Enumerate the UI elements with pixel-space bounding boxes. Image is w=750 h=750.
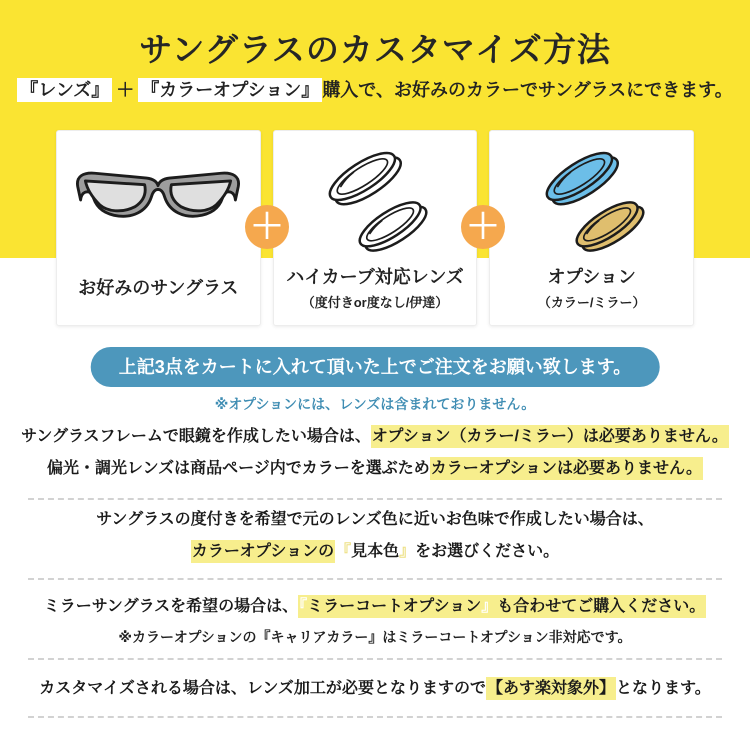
sunglasses-icon [72,163,244,237]
step-card-option [489,130,694,326]
subtitle-rest: 購入で、お好みのカラーでサングラスにできます。 [322,80,733,100]
highlighted-text: 【あす楽対象外】 [486,677,616,700]
dashed-divider [28,658,722,660]
dashed-divider [28,498,722,500]
subtitle-color-option-term: 『カラーオプション』 [138,78,322,102]
clear-lenses-icon [312,137,438,263]
highlighted-text: 『ミラーコートオプション』も合わせてご購入ください。 [298,595,706,618]
carrier-color-note: ※カラーオプションの『キャリアカラー』はミラーコートオプション非対応です。 [118,629,632,645]
text-line: カラーオプションの『見本色』をお選びください。 [0,536,750,568]
subtitle [0,76,750,102]
step-label-sunglasses: お好みのサングラス [78,278,239,298]
color-lenses-icon [529,137,655,263]
note-section-mirror-coat [0,591,750,651]
highlighted-text: カラーオプションは必要ありません。 [430,457,703,480]
text-line: サングラスの度付きを希望で元のレンズ色に近いお色味で作成したい場合は、 [96,511,654,528]
subtitle-lens-term: 『レンズ』 [17,78,112,102]
plus-icon: ＋ [245,205,289,249]
plus-icon: ＋ [461,205,505,249]
text-line: 偏光・調光レンズは商品ページ内でカラーを選ぶためカラーオプションは必要ありません。 [0,453,750,485]
text-line: ミラーサングラスを希望の場合は、『ミラーコートオプション』も合わせてご購入ください。 [0,591,750,623]
step-sub-option: （カラー/ミラー） [537,295,646,310]
subtitle-plus-sign: ＋ [116,80,135,100]
steps-row [56,130,694,326]
step-label-option: オプション [547,267,636,287]
note-section-shipping [0,673,750,705]
step-label-lenses: ハイカーブ対応レンズ [286,267,464,287]
dashed-divider [28,578,722,580]
note-section-sample-color [0,504,750,568]
dashed-divider [28,716,722,718]
step-sub-lenses: （度付きor度なし/伊達） [301,295,449,310]
sample-color-term: 『見本色』 [335,540,415,563]
step-card-sunglasses [56,130,261,326]
highlighted-text: カラーオプションの [191,540,335,563]
note-section-frame-only [0,421,750,485]
option-note: ※オプションには、レンズは含まれておりません。 [214,396,536,412]
text-line: カスタマイズされる場合は、レンズ加工が必要となりますので【あす楽対象外】となります。 [0,673,750,705]
highlighted-text: オプション（カラー/ミラー）は必要ありません。 [371,425,729,448]
step-card-lenses [273,130,478,326]
page-title: サングラスのカスタマイズ方法 [139,31,611,68]
text-line: サングラスフレームで眼鏡を作成したい場合は、オプション（カラー/ミラー）は必要ありません。 [0,421,750,453]
order-instruction-banner: 上記3点をカートに入れて頂いた上でご注文をお願い致します。 [91,347,660,387]
